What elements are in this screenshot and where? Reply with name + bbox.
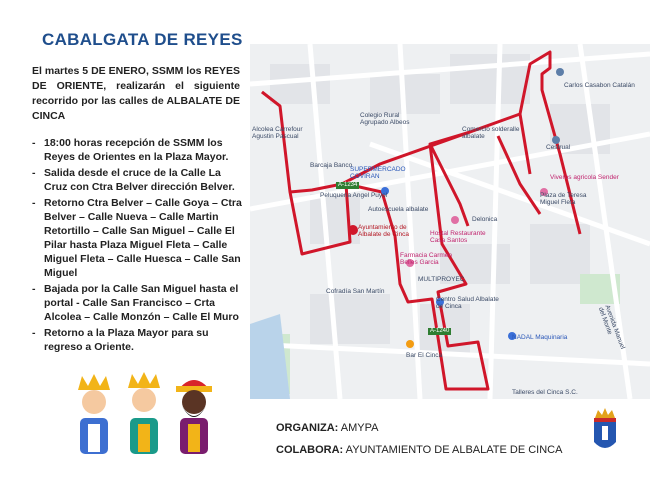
- map-label: Bar El Cinca: [406, 352, 443, 359]
- organiza-label: ORGANIZA:: [276, 422, 339, 434]
- list-item: - Salida desde el cruce de la Calle La Cruz con Ctra Belver dirección Belver.: [30, 166, 242, 194]
- map-label: Avenida Manuel del Monte: [596, 304, 626, 351]
- map-label: Cofradía San Martín: [326, 288, 385, 295]
- map-label: NADAL Maquinaria: [512, 334, 568, 341]
- map-label: Hostal Restaurante Casa Santos: [430, 230, 486, 244]
- intro-paragraph: El martes 5 DE ENERO, SSMM los REYES DE ORIENTE, realizarán el siguiente recorrido por las calles de ALBALATE DE CINCA: [32, 65, 240, 122]
- route-steps: [30, 136, 242, 356]
- map-label: Peluqueria Angel Puyol: [320, 192, 388, 199]
- map-label: Barcaja Banco: [310, 162, 353, 169]
- organiza-value: AMYPA: [340, 422, 379, 434]
- king-melchor-icon: [78, 374, 110, 454]
- road-badge: A-1234: [338, 182, 358, 188]
- map-label: Ayuntamiento de Albalate de Cinca: [358, 224, 409, 238]
- king-baltasar-icon: [176, 380, 212, 454]
- map-label: Alcolea Carrefour Agustin Pascual: [252, 126, 303, 140]
- map-label: Cestrual: [546, 144, 571, 151]
- road-badge: A-1240: [430, 328, 450, 334]
- list-item: - Bajada por la Calle San Miguel hasta el portal - Calle San Francisco – Crta Alcolea – Calle Monzón – Calle El Muro: [30, 282, 242, 324]
- three-kings-illustration: [70, 368, 220, 458]
- map-label: Talleres del Cinca S.C.: [512, 389, 578, 396]
- king-gaspar-icon: [128, 372, 160, 454]
- map-label: Autoescuela albalate: [368, 206, 429, 213]
- colabora-value: AYUNTAMIENTO DE ALBALATE DE CINCA: [345, 444, 563, 456]
- route-map[interactable]: [250, 44, 650, 399]
- coat-of-arms-icon: [590, 406, 620, 456]
- list-item: - Retorno a la Plaza Mayor para su regreso a Oriente.: [30, 326, 242, 354]
- map-label: Plaza de Teresa Miguel Fleta: [540, 192, 587, 206]
- map-label: Viveros agricola Sender: [550, 174, 619, 181]
- map-label: Delonica: [472, 216, 498, 223]
- credits: [276, 417, 562, 461]
- list-item: - Retorno Ctra Belver – Calle Goya – Ctra Belver – Calle Nueva – Calle Martin Retortillo – Calle San Miguel – Calle El Pilar hasta Plaza Miguel Fleta – Calle Miguel Fleta – Calle Huesca – Calle San Miguel: [30, 196, 242, 280]
- map-label: Carlos Casabon Catalán: [564, 82, 635, 89]
- map-label: Comercio solderalle albalate: [462, 126, 520, 140]
- map-label: MULTIPROYEC: [418, 276, 465, 283]
- map-label: Centro Salud Albalate de Cinca: [436, 296, 499, 310]
- colabora-label: COLABORA:: [276, 444, 344, 456]
- list-item: - 18:00 horas recepción de SSMM los Reyes de Orientes en la Plaza Mayor.: [30, 136, 242, 164]
- map-label: Colegio Rural Agrupado Albeos: [360, 112, 410, 126]
- page-title: CABALGATA DE REYES: [42, 30, 243, 49]
- map-label: Farmacia Carmen Belles Garcia: [400, 252, 453, 266]
- map-label: SUPERMERCADO COVIRAN: [350, 166, 406, 180]
